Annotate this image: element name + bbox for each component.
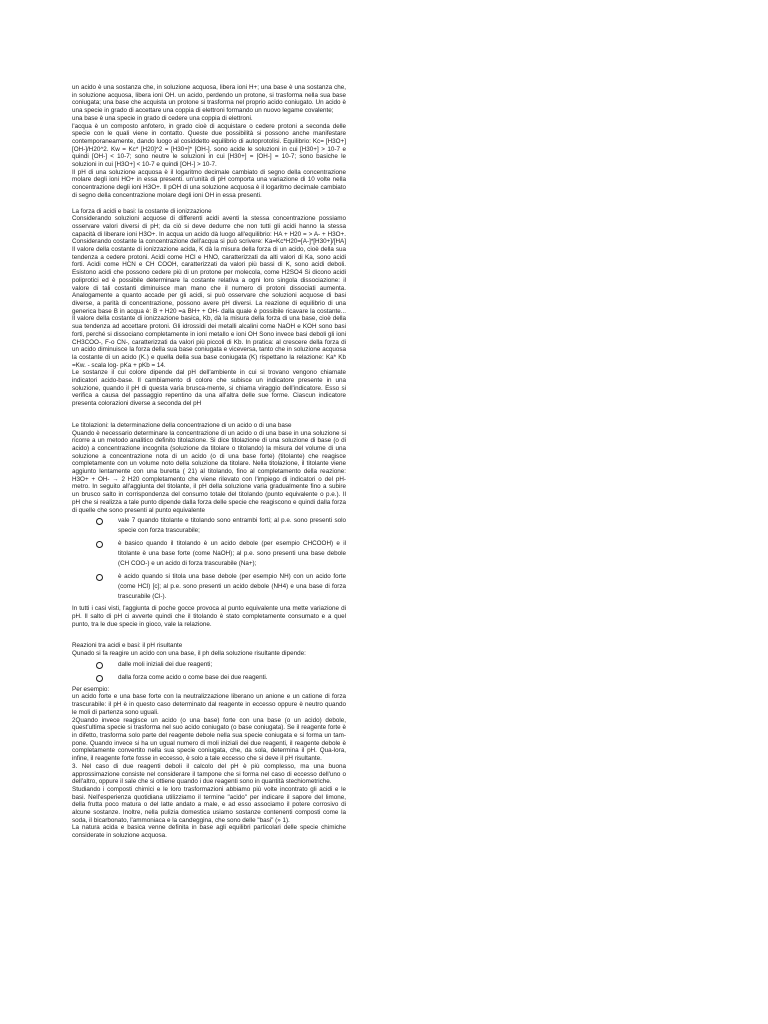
spacer xyxy=(72,408,346,422)
list-item xyxy=(72,539,346,569)
hollow-circle-bullet-icon xyxy=(96,662,103,669)
list-item-text: è acido quando si titola una base debole (per esempio NH) con un acido forte (come HCl) [c]; al p.e. sono presenti un acido debole (NH4) e una base di forza trascurabile (Cl-). xyxy=(118,573,346,601)
document-page xyxy=(72,84,346,840)
hollow-circle-bullet-icon xyxy=(96,675,103,682)
section-paragraph: 2Quando invece reagisce un acido (o una base) forte con una base (o un acido) debole, quest'ultima specie si trasforma nel suo acido coniugato (o base coniugata). Se il reagente forte è in difetto, trasforma solo parte del reagente debole nella sua specie coniugata e si forma un tam-pone. Quando invece si ha un ugual numero di moli iniziali dei due reagenti, il reagente debole è completamente convertito nella sua specie coniugata, che, da sola, determina il pH. Qua-lora, infine, il reagente forte fosse in eccesso, è solo a tale eccesso che si deve il pH risultante. xyxy=(72,716,346,763)
bullet-list-reactions xyxy=(72,660,346,683)
list-item-text: dalla forza come acido o come base dei due reagenti. xyxy=(118,673,268,681)
hollow-circle-bullet-icon xyxy=(96,574,103,581)
intro-paragraph: una base è una specie in grado di cedere una coppia di elettroni. xyxy=(72,114,253,122)
list-item xyxy=(72,673,346,683)
hollow-circle-bullet-icon xyxy=(96,518,103,525)
bullet-list-titration xyxy=(72,516,346,602)
section-paragraph: In tutti i casi visti, l'aggiunta di poche gocce provoca al punto equivalente una mette variazione di pH. Il salto di pH ci avverte quindi che il titolando è stato completamente consumato e a quel punto, tra le due specie in gioco, vale la relazione. xyxy=(72,605,346,628)
spacer xyxy=(72,628,346,642)
list-item xyxy=(72,572,346,602)
intro-paragraph: un acido è una sostanza che, in soluzione acquosa, libera ioni H+; una base è una sostanza che, in soluzione acquosa, libera ioni OH. un acido, perdendo un protone, si trasforma nella sua base coniugata; una base che acquista un protone si trasforma nel proprio acido coniugato. Un acido è una specie in grado di accettare una coppia di elettroni formando un nuovo legame covalente; xyxy=(72,84,346,115)
spacer xyxy=(72,200,346,208)
section-heading-reactions: Reazioni tra acidi e basi: il pH risultante xyxy=(72,642,183,650)
intro-paragraph: l'acqua è un composto anfotero, in grado cioè di acquistare o cedere protoni a seconda delle specie con le quali viene in contatto. Queste due possibilità si possono anche manifestare contemporaneamente, dando luogo al cosiddetto equilibrio di autoprotolisi. Equilibrio: Kc= [H3O+][OH-]/H20^2. Kw = Kc* [H20]^2 = [H30+]* [OH-]. sono acide le soluzioni in cui [H30+] > 10-7 e quindi [OH-] < 10-7; sono neutre le soluzioni in cui [H30+] = [OH-] = 10-7; sono basiche le soluzioni in cui [H3O+] < 10-7 e quindi [OH-] > 10-7. xyxy=(72,122,346,169)
list-item xyxy=(72,516,346,536)
section-paragraph: La natura acida e basica venne definita in base agli equilibri particolari delle specie chimiche considerate in soluzione acquosa. xyxy=(72,824,346,840)
section-paragraph: Quando è necessario determinare la concentrazione di un acido o di una base in una soluzione si ricorre a un metodo analitico definito titolazione. Si dice titolazione di una soluzione di base (o di acido) a concentrazione incognita (soluzione da titolare o titolando) la misura del volume di una soluzione a concentrazione nota di un acido (o di una base forte) (titolante) che reagisce completamente con un volume noto della soluzione da titolare. Nella titolazione, il titolante viene aggiunto lentamente con una buretta ( 21) al titolando, fino al completamento della reazione: H3O+ + OH- → 2 H20 completamento che viene rilevato con l'impiego di indicatori o del pH-metro. In seguito all'aggiunta del titolante, il pH della soluzione varia gradualmente fino a subire un brusco salto in corrispondenza del consumo totale del titolando (punto equivalente o p.e.). Il pH che si realizza a tale punto dipende dalla forza delle specie che reagiscono e quindi dalla forza di quelle che sono presenti al punto equivalente xyxy=(72,429,346,514)
section-paragraph: Le sostanze il cui colore dipende dal pH dell'ambiente in cui si trovano vengono chiamate indicatori acido-base. Il cambiamento di colore che subisce un indicatore presente in una soluzione, quando il pH di questa varia brusca-mente, si chiama viraggio dell'indicatore. Esso si verifica a causa del passaggio repentino da una all'altra delle sue forme. Ciascun indicatore presenta colorazioni diverse a seconda del pH xyxy=(72,369,346,408)
list-item-text: dalle moli iniziali dei due reagenti; xyxy=(118,660,213,668)
section-paragraph: Per esempio: xyxy=(72,685,110,693)
section-paragraph: 3. Nel caso di due reagenti deboli il calcolo del pH è più complesso, ma una buona approssimazione consiste nel considerare il tampone che si forma nel caso di eccesso dell'uno o dell'altro, oppure il sale che si ottiene quando i due reagenti sono in quantità stechiometriche. xyxy=(72,762,346,786)
section-paragraph: Considerando soluzioni acquose di differenti acidi aventi la stessa concentrazione possiamo osservare valori diversi di pH; da ciò si deve dedurre che non tutti gli acidi hanno la stessa capacità di liberare ioni H3O+. In acqua un acido dà luogo all'equilibrio: HA + H20 = > A- + H3O+. Considerando costante la concentrazione dell'acqua si può scrivere: Ka=Kc*H20=[A-]*[H30+]/[HA] Il valore della costante di ionizzazione acida, K dà la misura della forza di un acido, cioè della sua tendenza a cedere protoni. Acidi come HCl e HNO, caratterizzati da alti valori di Ka, sono acidi forti. Acidi come HCN e CH COOH, caratterizzati da valori più bassi di K, sono acidi deboli. Esistono acidi che possono cedere più di un protone per molecola, come H2SO4 Si dicono acidi poliprotici ed è possibile determinare la costante relativa a ogni loro singola dissociazione: il valore di tali costanti diminuisce man mano che il numero di protoni dissociati aumenta. Analogamente a quanto accade per gli acidi, si può osservare che soluzioni acquose di basi diverse, a parità di concentrazione, possono avere pH diversi. La reazione di equilibrio di una generica base B in acqua è: B + H20 =a BH+ + OH- dalla quale è possibile ricavare la costante... Il valore della costante di ionizzazione basica, Kb, dà la misura della forza di una base, cioè della sua tendenza ad accettare protoni. Gli idrossidi dei metalli alcalini come NaOH e KOH sono basi forti, perché si dissociano completamente in ioni metallo e ioni OH Sono invece basi deboli gli ioni CH3COO-, F-o CN-, caratterizzati da valori più piccoli di Kb. In pratica: al crescere della forza di un acido diminuisce la forza della sua base coniugata e viceversa, tanto che in soluzione acquosa la costante di un acido (K.) e quella della sua base coniugata (K) rispettano la relazione: Ka* Kb =Kw. - scala log- pKa + pKb = 14. xyxy=(72,215,346,369)
section-paragraph: Qunado si fa reagire un acido con una base, il ph della soluzione risultante dipende: xyxy=(72,650,306,658)
list-item-text: vale 7 quando titolante e titolando sono entrambi forti; al p.e. sono presenti solo specie con forza trascurabile; xyxy=(118,517,346,535)
list-item-text: è basico quando il titolando è un acido debole (per esempio CHCOOH) e il titolante è una base forte (come NaOH); al p.e. sono presenti una base debole (CH COO-) e un acido di forza trascurabile (Na+); xyxy=(118,540,346,568)
list-item xyxy=(72,660,346,670)
section-paragraph: Studiando i composti chimici e le loro trasformazioni abbiamo più volte incontrato gli acidi e le basi. Nell'esperienza quotidiana utilizziamo il termine "acido" per indicare il sapore del limone, della frutta poco matura o del latte andato a male, e ad esso associamo il potere corrosivo di alcune sostanze. Inoltre, nella pulizia domestica usiamo sostanze contenenti composti come la soda, il bicarbonato, l'ammoniaca e la candeggina, che sono delle "basi" (» 1). xyxy=(72,785,346,824)
section-paragraph: un acido forte e una base forte con la neutralizzazione liberano un anione e un catione di forza trascurabile: il pH è in questo caso determinato dal reagente in eccesso oppure è neutro quando le moli di partenza sono uguali. xyxy=(72,693,346,716)
hollow-circle-bullet-icon xyxy=(96,541,103,548)
intro-paragraph: Il pH di una soluzione acquosa è il logaritmo decimale cambiato di segno della concentrazione molare degli ioni HO+ in essa presenti. un'unità di pH comporta una variazione di 10 volte nella concentrazione degli ioni H3O+. Il pOH di una soluzione acquosa è il logaritmo decimale cambiato di segno della concentrazione molare degli ioni OH in essa presenti. xyxy=(72,168,346,199)
section-heading-ionization: La forza di acidi e basi: la costante di ionizzazione xyxy=(72,207,212,215)
section-heading-titrations: Le titolazioni: la determinazione della concentrazione di un acido o di una base xyxy=(72,421,292,429)
